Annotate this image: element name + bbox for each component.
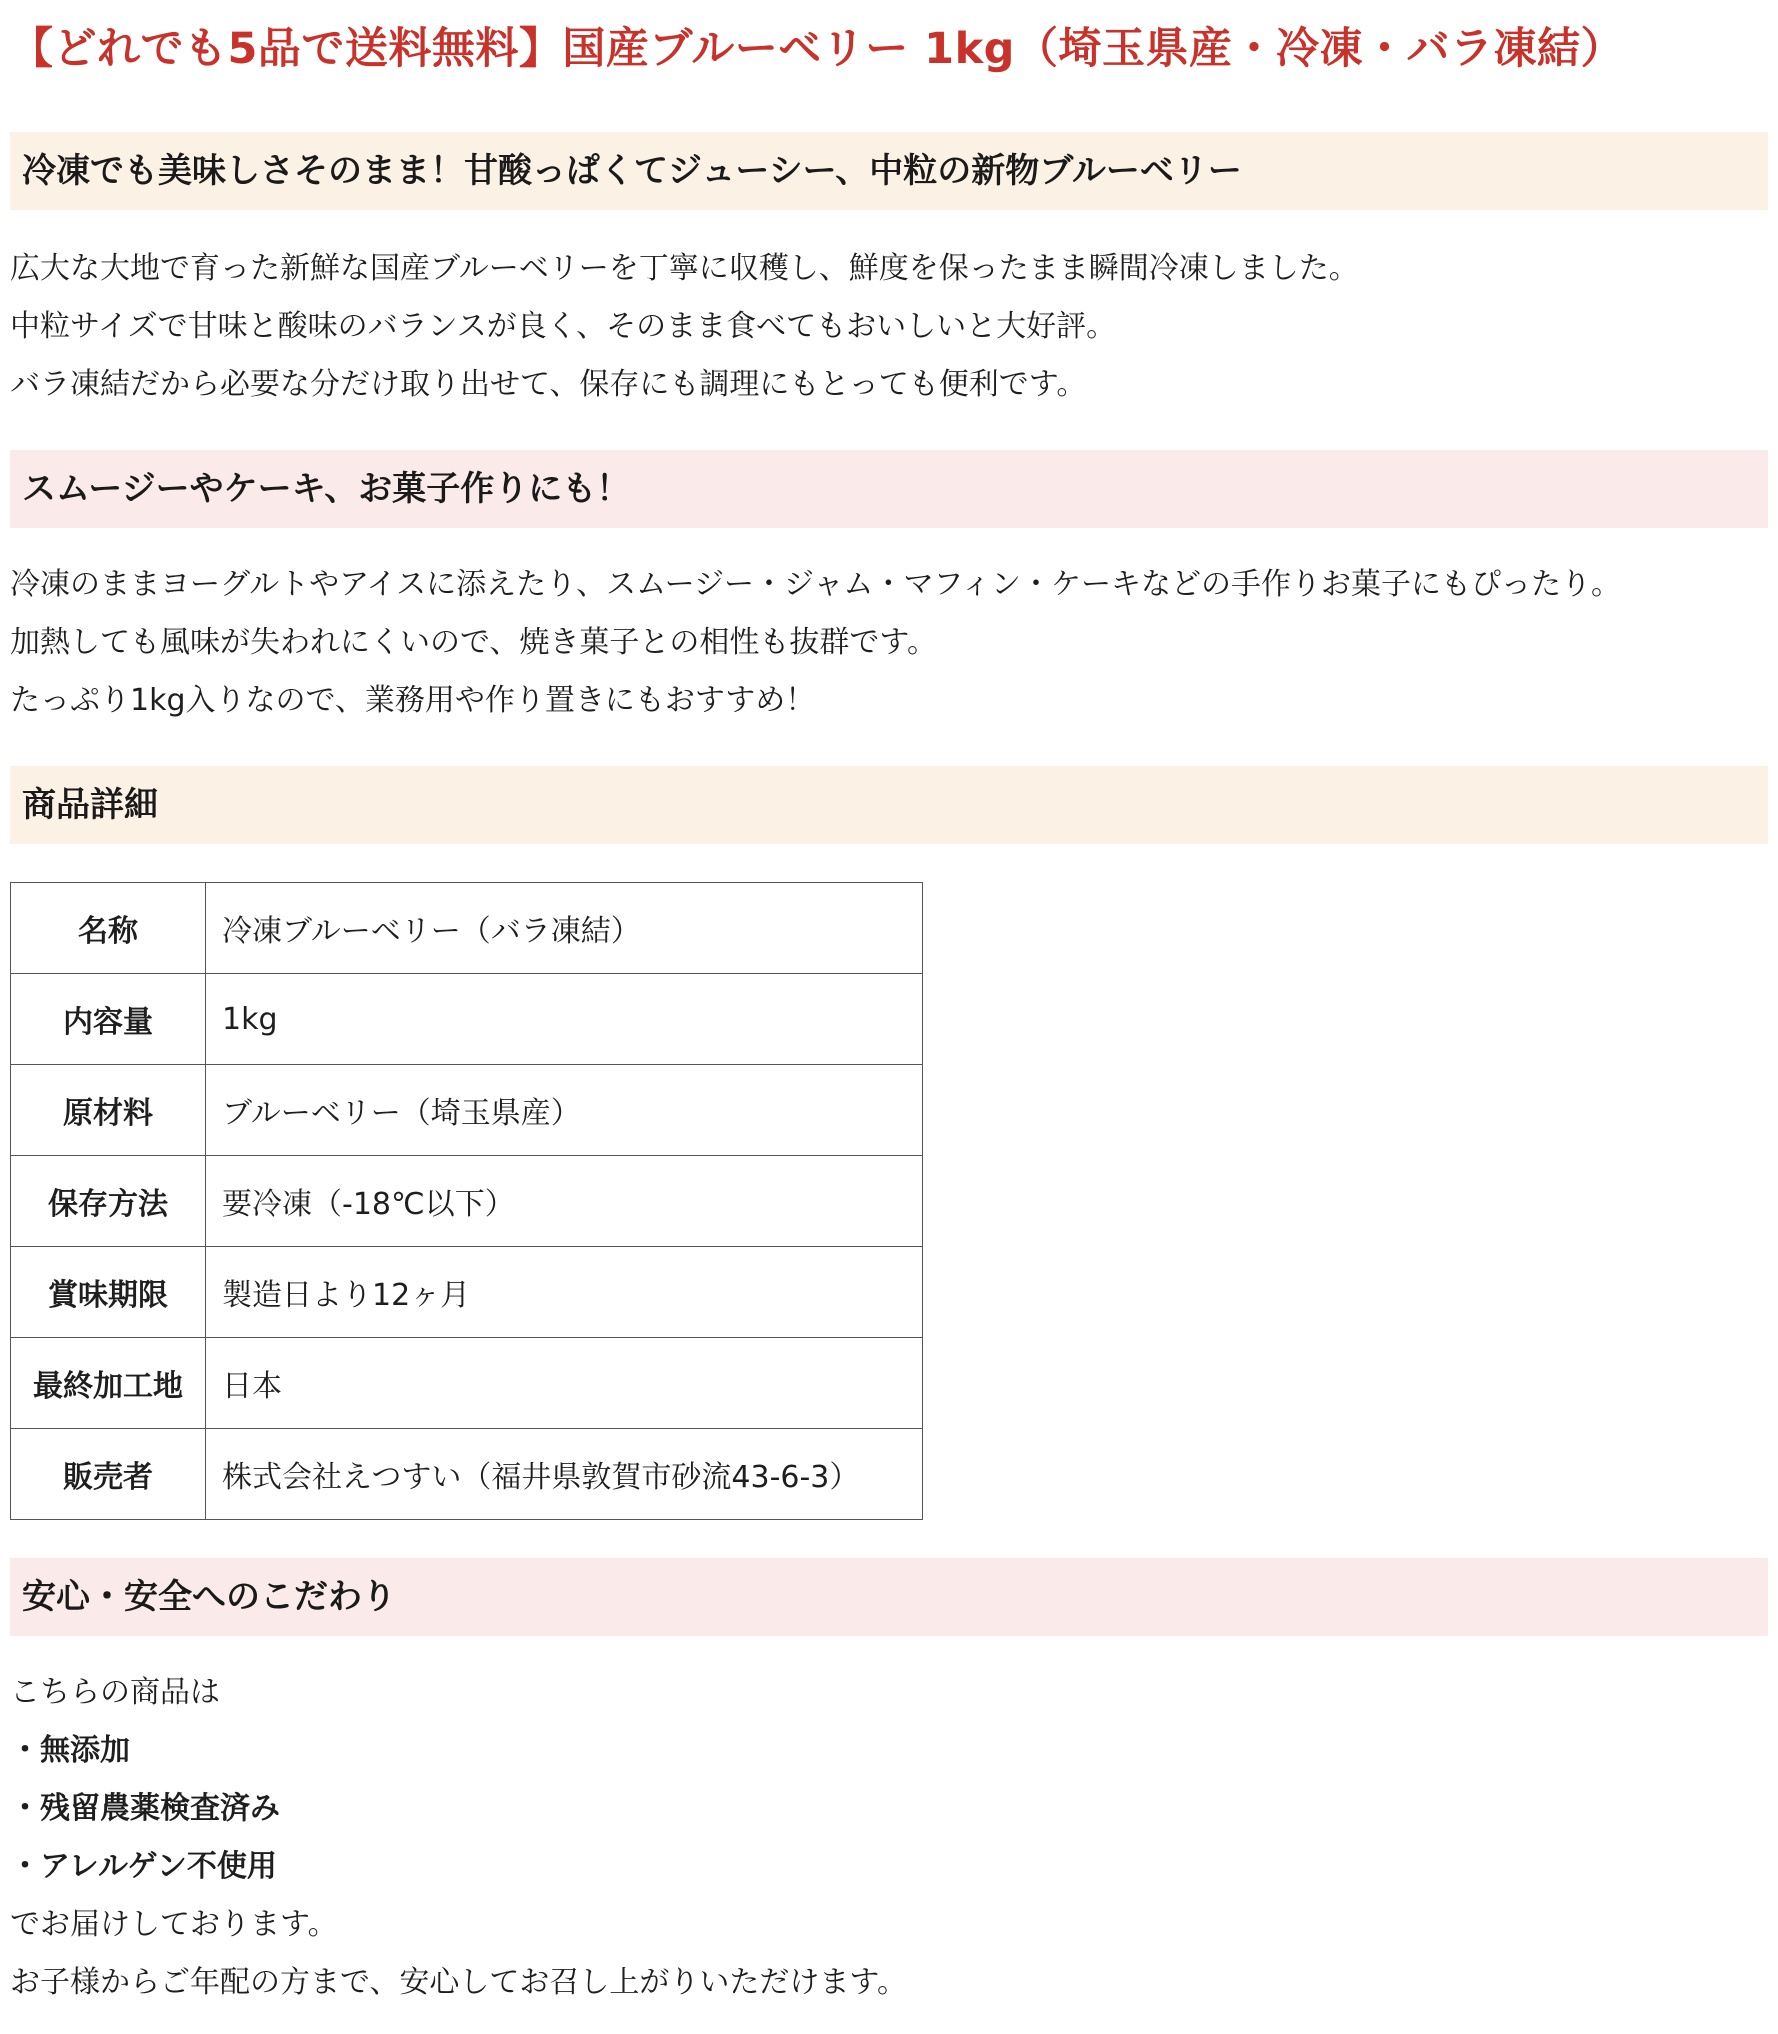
safety-point-pesticide-tested: ・残留農薬検査済み	[10, 1791, 280, 1826]
section-heading-usage: スムージーやケーキ、お菓子作りにも！	[10, 450, 1768, 528]
table-value-cell: 冷凍ブルーベリー（バラ凍結）	[206, 883, 923, 974]
table-label-cell: 名称	[11, 883, 206, 974]
usage-line: たっぷり1kg入りなので、業務用や作り置きにもおすすめ！	[10, 683, 816, 718]
table-row	[11, 1247, 923, 1338]
usage-line: 加熱しても風味が失われにくいので、焼き菓子との相性も抜群です。	[10, 625, 937, 660]
usage-paragraph	[10, 556, 1768, 730]
intro-line: バラ凍結だから必要な分だけ取り出せて、保存にも調理にもとっても便利です。	[10, 367, 1087, 402]
table-value-cell: 株式会社えつすい（福井県敦賀市砂流43-6-3）	[206, 1429, 923, 1520]
table-label-cell: 内容量	[11, 974, 206, 1065]
product-title: 【どれでも5品で送料無料】国産ブルーベリー 1kg（埼玉県産・冷凍・バラ凍結）	[10, 24, 1624, 74]
table-row	[11, 1338, 923, 1429]
safety-point-additive-free: ・無添加	[10, 1733, 130, 1768]
table-value-cell: 1kg	[206, 974, 923, 1065]
safety-outro: でお届けしております。	[10, 1907, 338, 1942]
safety-point-allergen-free: ・アレルゲン不使用	[10, 1849, 277, 1884]
intro-paragraph	[10, 240, 1768, 414]
table-row	[11, 1156, 923, 1247]
table-value-cell: 要冷凍（-18℃以下）	[206, 1156, 923, 1247]
table-value-cell: ブルーベリー（埼玉県産）	[206, 1065, 923, 1156]
intro-line: 広大な大地で育った新鮮な国産ブルーベリーを丁寧に収穫し、鮮度を保ったまま瞬間冷凍しました。	[10, 251, 1359, 286]
table-value-cell: 製造日より12ヶ月	[206, 1247, 923, 1338]
safety-outro: お子様からご年配の方まで、安心してお召し上がりいただけます。	[10, 1965, 907, 2000]
table-value-cell: 日本	[206, 1338, 923, 1429]
table-label-cell: 販売者	[11, 1429, 206, 1520]
table-row	[11, 1065, 923, 1156]
section-heading-intro: 冷凍でも美味しさそのまま！甘酸っぱくてジューシー、中粒の新物ブルーベリー	[10, 132, 1768, 210]
table-label-cell: 最終加工地	[11, 1338, 206, 1429]
table-label-cell: 保存方法	[11, 1156, 206, 1247]
usage-line: 冷凍のままヨーグルトやアイスに添えたり、スムージー・ジャム・マフィン・ケーキなどの手作りお菓子にもぴったり。	[10, 567, 1621, 602]
table-row	[11, 974, 923, 1065]
safety-paragraph	[10, 1664, 1768, 2012]
table-row	[11, 1429, 923, 1520]
table-label-cell: 原材料	[11, 1065, 206, 1156]
product-details-table	[10, 882, 923, 1520]
table-row	[11, 883, 923, 974]
table-label-cell: 賞味期限	[11, 1247, 206, 1338]
intro-line: 中粒サイズで甘味と酸味のバランスが良く、そのまま食べてもおいしいと大好評。	[10, 309, 1117, 344]
section-heading-safety: 安心・安全へのこだわり	[10, 1558, 1768, 1636]
section-heading-details: 商品詳細	[10, 766, 1768, 844]
safety-intro: こちらの商品は	[10, 1675, 220, 1710]
